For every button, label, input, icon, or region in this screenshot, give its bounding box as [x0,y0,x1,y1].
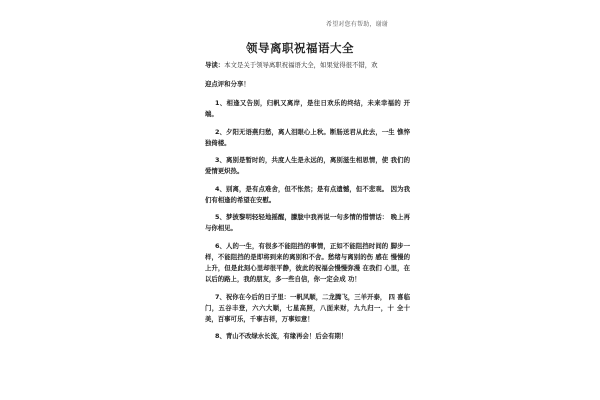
item-text: 祝你在今后的日子里：一帆风顺，二龙腾飞，三羊开泰， 四 喜临门，五谷丰登，六六大顺，七星高照，八面来财，九九归一，十 全十美，百事可乐，千事吉祥，万事如意！ [205,292,410,323]
item-number: 6、 [215,241,227,250]
list-item [205,98,410,120]
item-text: 夕阳无语燕归愁，离人泪眼心上秋。断肠送君从此去，一生 憔悴独倚楼。 [205,127,410,147]
item-number: 8、 [215,332,226,341]
item-text: 离别是暂时的，共度人生是永远的，离别滋生相思情，使 我们的爱情更炽热。 [205,156,410,176]
list-item [205,184,410,206]
item-number: 3、 [215,156,227,165]
intro-paragraph [205,60,410,71]
list-item [205,212,410,234]
article-body [205,60,410,349]
comment-prompt: 迎点评和分享！ [205,80,250,88]
item-text: 相逢又告别，归帆又离岸，是往日欢乐的终结，未来幸福的 开端。 [205,99,410,118]
item-text: 人的一生，有很多不能阻挡的事情，正如不能阻挡时间的 脚步一样，不能阻挡的是即将到来的离别和不舍。愁绪与离别的伤 感在 慢慢的上升，但是此刻心里却很平静，彼此的祝福会慢慢弥漫 在我们 心里，在以后的路上，我的朋友，多一些自信，你一定会成 功！ [205,241,410,283]
intro-text: 本文是关于领导离职祝福语大全，如果觉得很不错，欢 [224,61,378,69]
list-item [205,127,410,149]
item-number: 5、 [215,213,227,222]
header-note: 希望对您有帮助，谢谢 [326,21,389,28]
item-number: 4、 [215,184,227,193]
item-text: 青山不改绿水长流，有缘再会！后会有期！ [225,332,348,341]
list-item [205,292,410,325]
item-number: 1、 [215,99,227,107]
list-item [205,155,410,177]
item-text: 梦披黎明轻轻地摇醒，朦胧中我再说一句多情的惜情话： 晚上再与你相见。 [205,213,410,233]
page-title: 领导离职祝福语大全 [246,41,354,55]
list-item [205,241,410,285]
intro-label: 导读： [205,61,225,69]
item-number: 7、 [215,292,226,301]
item-text: 别离，是有点难舍，但不怅然；是有点遗憾，但不悲观。 因为我们有相逢的希望在安慰。 [205,184,410,204]
list-item [205,331,410,342]
item-number: 2、 [215,127,227,136]
